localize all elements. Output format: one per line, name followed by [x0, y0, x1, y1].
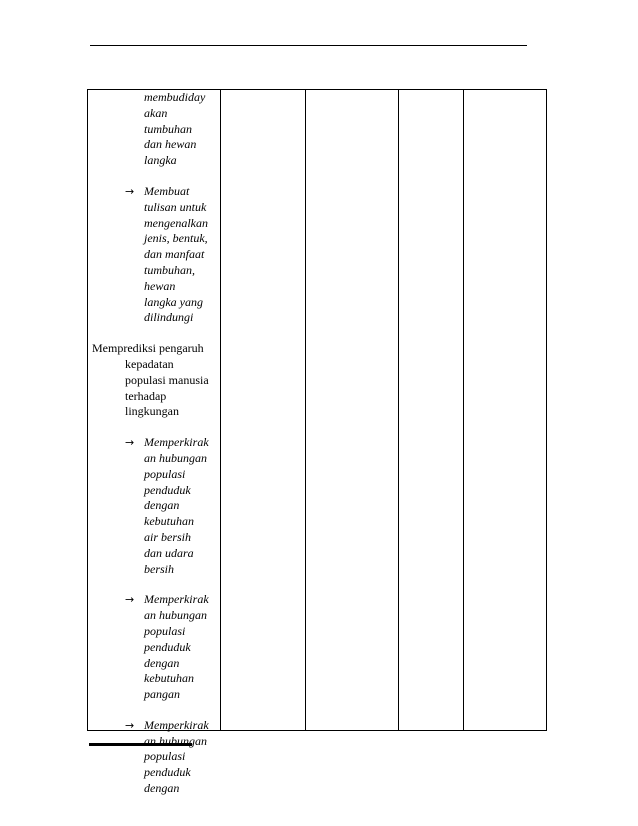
text-line: an hubungan [144, 608, 207, 623]
text-line: tumbuhan, [144, 262, 195, 277]
text-line: dengan [144, 655, 180, 670]
column-divider-4 [463, 90, 464, 730]
bullet-item [92, 592, 220, 703]
text-line: langka yang [144, 294, 203, 309]
text-line: mengenalkan [144, 215, 208, 230]
text-line: lingkungan [125, 404, 179, 419]
header-rule [90, 45, 527, 46]
text-line: kebutuhan [144, 514, 194, 529]
column-divider-2 [305, 90, 306, 730]
text-line: penduduk [144, 639, 191, 654]
text-line: Memperkirak [144, 717, 209, 732]
bullet-item [92, 718, 220, 797]
text-line: populasi manusia [125, 372, 209, 387]
text-line: dengan [144, 781, 180, 796]
text-line: dilindungi [144, 310, 194, 325]
text-line: air bersih [144, 529, 192, 544]
text-line: bersih [144, 561, 174, 576]
text-line: langka [144, 153, 177, 168]
text-line: akan [144, 105, 168, 120]
text-line: tulisan untuk [144, 199, 207, 214]
indicator-cell [92, 90, 220, 797]
text-line: populasi [144, 466, 186, 481]
text-line: hewan [144, 278, 176, 293]
text-line: penduduk [144, 482, 191, 497]
text-line: an hubungan [144, 733, 207, 748]
arrow-right-icon: → [125, 718, 135, 732]
continued-text [92, 90, 220, 169]
text-line: Memperkirak [144, 592, 209, 607]
curriculum-table [87, 89, 547, 796]
footnote-rule [89, 743, 192, 746]
text-line: penduduk [144, 765, 191, 780]
text-line: dan manfaat [144, 247, 205, 262]
text-line: jenis, bentuk, [144, 231, 208, 246]
arrow-right-icon: → [125, 184, 135, 198]
text-line: kebutuhan [144, 671, 194, 686]
text-line: an hubungan [144, 450, 207, 465]
text-line: Memprediksi pengaruh [92, 341, 204, 356]
column-divider-1 [220, 90, 221, 730]
text-line: pangan [144, 687, 180, 702]
column-divider-3 [398, 90, 399, 730]
text-line: populasi [144, 749, 186, 764]
text-line: kepadatan [125, 356, 174, 371]
text-line: Membuat [144, 183, 190, 198]
text-line: tumbuhan [144, 121, 192, 136]
bullet-item [92, 184, 220, 326]
arrow-right-icon: → [125, 593, 135, 607]
text-line: dan udara [144, 545, 194, 560]
text-line: populasi [144, 623, 186, 638]
text-line: Memperkirak [144, 435, 209, 450]
text-line: terhadap [125, 388, 167, 403]
arrow-right-icon: → [125, 436, 135, 450]
text-line: dengan [144, 498, 180, 513]
text-line: membudiday [144, 90, 206, 104]
text-line: dan hewan [144, 137, 197, 152]
competency-heading [92, 341, 220, 420]
bullet-item [92, 435, 220, 577]
